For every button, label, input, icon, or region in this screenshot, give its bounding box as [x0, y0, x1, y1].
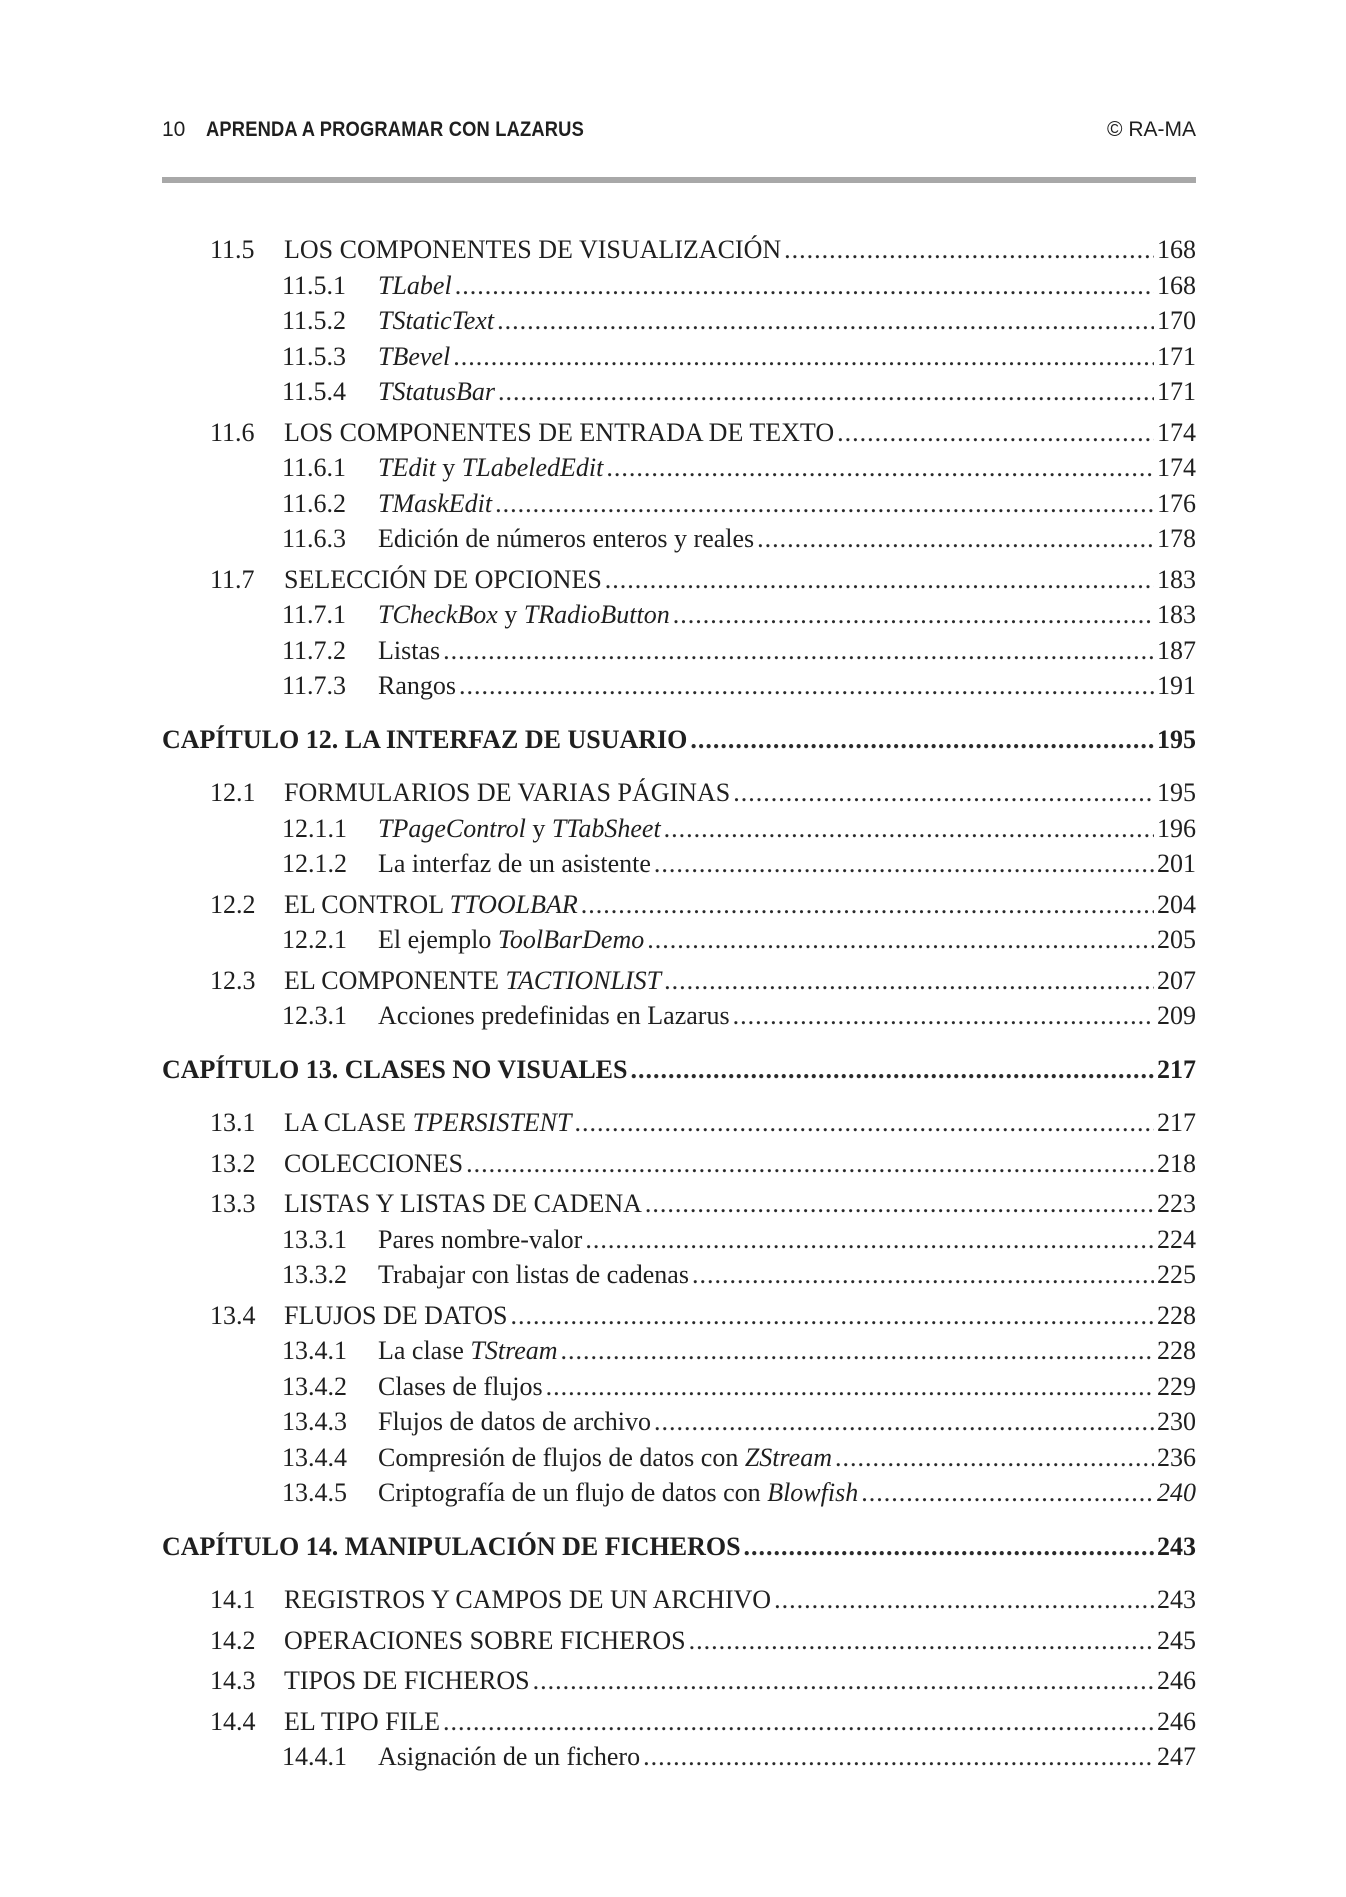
- toc-entry: [162, 1105, 1196, 1141]
- toc-entry-title-part: TCheckBox: [378, 600, 498, 629]
- toc-entry-number: 11.6.1: [282, 453, 347, 482]
- toc-entry-page: 168: [1157, 235, 1196, 264]
- toc-entry-page: 247: [1157, 1742, 1196, 1771]
- toc-entry-title-part: EL TIPO FILE: [284, 1706, 440, 1736]
- toc-entry-page: 183: [1157, 600, 1196, 629]
- toc-entry-title-part: TEdit: [378, 453, 436, 482]
- toc-entry: [162, 963, 1196, 999]
- dot-leader: [459, 668, 1154, 704]
- toc-entry-number: 14.2: [210, 1625, 256, 1655]
- toc-entry-title: [162, 1529, 741, 1565]
- toc-entry-title: [284, 1582, 771, 1618]
- dot-leader: [861, 1475, 1154, 1511]
- dot-leader: [645, 1186, 1154, 1222]
- toc-entry-page: 170: [1157, 306, 1196, 335]
- toc-entry: [162, 339, 1196, 375]
- dot-leader: [575, 1105, 1155, 1141]
- dot-leader: [455, 268, 1154, 304]
- header-rule: [162, 177, 1196, 183]
- toc-entry-title-part: OPERACIONES SOBRE FICHEROS: [284, 1625, 686, 1655]
- toc-entry-number: 12.1.2: [282, 849, 347, 878]
- toc-entry-title-part: Asignación de un fichero: [378, 1742, 641, 1771]
- toc-entry-page: 183: [1157, 564, 1196, 594]
- toc-entry-title-part: Rangos: [378, 671, 456, 700]
- toc-entry-title-part: Acciones predefinidas en Lazarus: [378, 1001, 730, 1030]
- toc-entry-page: 228: [1157, 1300, 1196, 1330]
- toc-entry-page: 178: [1157, 524, 1196, 553]
- toc-entry-title-part: ZStream: [744, 1442, 832, 1472]
- toc-entry-title-part: Criptografía de un flujo de datos con: [378, 1478, 768, 1507]
- table-of-contents: [162, 232, 1196, 1775]
- toc-entry: [162, 1582, 1196, 1618]
- toc-entry-page: 174: [1157, 417, 1196, 447]
- toc-entry-title-part: Flujos de datos de archivo: [378, 1407, 651, 1436]
- dot-leader: [510, 1298, 1154, 1334]
- toc-entry-number: 12.1: [210, 778, 256, 807]
- toc-entry-title: [284, 887, 578, 923]
- toc-entry-page: 224: [1157, 1224, 1196, 1254]
- toc-entry-number: 13.4.4: [282, 1442, 347, 1472]
- toc-entry-title-part: TTOOLBAR: [449, 889, 578, 919]
- toc-entry: [162, 486, 1196, 522]
- toc-entry-title: [284, 1623, 686, 1659]
- toc-entry-title-part: ToolBarDemo: [497, 925, 645, 954]
- toc-entry-title: [284, 232, 781, 268]
- toc-entry-title: [378, 846, 651, 882]
- toc-entry: [162, 998, 1196, 1034]
- dot-leader: [606, 450, 1154, 486]
- toc-entry-title: [378, 1404, 651, 1440]
- toc-entry-page: 243: [1157, 1585, 1196, 1614]
- toc-entry-title-part: FORMULARIOS DE VARIAS PÁGINAS: [284, 778, 731, 807]
- dot-leader: [664, 963, 1154, 999]
- toc-entry-title-part: CAPÍTULO 13. CLASES NO VISUALES: [162, 1054, 628, 1084]
- toc-entry-page: 195: [1157, 778, 1196, 807]
- toc-chapter-entry: [162, 1052, 1196, 1088]
- toc-entry: [162, 887, 1196, 923]
- toc-entry-title: [378, 633, 440, 669]
- toc-entry: [162, 1475, 1196, 1511]
- dot-leader: [744, 1529, 1154, 1565]
- toc-entry-title-part: El ejemplo: [378, 925, 498, 954]
- toc-entry-number: 13.3.1: [282, 1224, 347, 1254]
- dot-leader: [561, 1333, 1154, 1369]
- toc-entry-number: 11.7.3: [282, 671, 347, 700]
- toc-entry-number: 13.4: [210, 1300, 256, 1330]
- toc-entry-number: 13.3: [210, 1189, 256, 1218]
- toc-entry: [162, 1440, 1196, 1476]
- toc-entry-title-part: TIPOS DE FICHEROS: [284, 1666, 530, 1695]
- toc-entry-number: 11.5: [210, 235, 255, 264]
- toc-entry-title-part: LOS COMPONENTES DE ENTRADA DE TEXTO: [284, 417, 835, 447]
- dot-leader: [689, 1623, 1154, 1659]
- toc-entry-title-part: TStatusBar: [378, 377, 496, 406]
- toc-entry-title: [378, 1739, 640, 1775]
- dot-leader: [466, 1146, 1154, 1182]
- toc-entry-number: 12.3: [210, 965, 256, 995]
- toc-entry-title-part: LOS COMPONENTES DE VISUALIZACIÓN: [284, 235, 782, 264]
- toc-entry-number: 11.5.1: [282, 270, 347, 300]
- toc-entry: [162, 1663, 1196, 1699]
- toc-entry-title-part: y: [435, 453, 462, 482]
- toc-entry: [162, 521, 1196, 557]
- toc-entry: [162, 811, 1196, 847]
- toc-entry: [162, 775, 1196, 811]
- toc-entry-title: [162, 1052, 627, 1088]
- dot-leader: [605, 562, 1154, 598]
- toc-entry-page: 195: [1157, 724, 1196, 754]
- toc-entry-title-part: LISTAS Y LISTAS DE CADENA: [284, 1189, 642, 1218]
- toc-entry-title-part: Listas: [378, 635, 441, 665]
- toc-entry-title: [378, 339, 450, 375]
- toc-entry-number: 11.6.3: [282, 524, 347, 553]
- toc-entry-title-part: TACTIONLIST: [505, 965, 662, 995]
- toc-entry-page: 196: [1157, 813, 1196, 843]
- dot-leader: [692, 1257, 1154, 1293]
- toc-entry-page: 236: [1157, 1442, 1196, 1472]
- toc-entry-page: 246: [1157, 1706, 1196, 1736]
- toc-entry: [162, 1222, 1196, 1258]
- toc-entry: [162, 633, 1196, 669]
- dot-leader: [453, 339, 1154, 375]
- toc-entry: [162, 922, 1196, 958]
- toc-entry-page: 191: [1157, 671, 1196, 700]
- toc-entry-number: 13.4.3: [282, 1407, 347, 1436]
- toc-entry-page: 246: [1157, 1666, 1196, 1695]
- publisher: © RA-MA: [1107, 118, 1196, 141]
- dot-leader: [443, 1704, 1154, 1740]
- toc-entry-title-part: TLabeledEdit: [461, 453, 604, 482]
- dot-leader: [673, 597, 1154, 633]
- toc-entry-title-part: EL CONTROL: [284, 889, 450, 919]
- toc-entry-number: 13.3.2: [282, 1260, 347, 1289]
- toc-entry-title: [378, 268, 452, 304]
- dot-leader: [733, 998, 1154, 1034]
- toc-entry-title: [378, 597, 670, 633]
- toc-entry-title: [284, 1704, 440, 1740]
- dot-leader: [733, 775, 1154, 811]
- toc-entry-title-part: TLabel: [378, 270, 452, 300]
- toc-entry-page: 218: [1157, 1148, 1196, 1178]
- toc-entry: [162, 268, 1196, 304]
- toc-entry-title: [378, 1257, 689, 1293]
- toc-entry-title-part: Pares nombre-valor: [378, 1224, 583, 1254]
- toc-entry-title-part: SELECCIÓN DE OPCIONES: [284, 564, 602, 594]
- toc-entry-title: [284, 1105, 572, 1141]
- toc-entry-number: 14.3: [210, 1666, 256, 1695]
- dot-leader: [581, 887, 1154, 923]
- toc-entry-number: 11.7: [210, 564, 255, 594]
- toc-entry: [162, 374, 1196, 410]
- dot-leader: [533, 1663, 1154, 1699]
- toc-entry: [162, 232, 1196, 268]
- toc-entry-title-part: EL COMPONENTE: [284, 965, 506, 995]
- toc-entry-title-part: TTabSheet: [551, 813, 661, 843]
- dot-leader: [774, 1582, 1154, 1618]
- toc-entry: [162, 1146, 1196, 1182]
- toc-entry-title: [378, 668, 456, 704]
- dot-leader: [664, 811, 1154, 847]
- dot-leader: [835, 1440, 1154, 1476]
- toc-entry-page: 229: [1157, 1371, 1196, 1401]
- toc-entry-page: 230: [1157, 1407, 1196, 1436]
- toc-entry-title: [378, 1440, 832, 1476]
- toc-entry-title-part: y: [525, 813, 552, 843]
- toc-entry-number: 11.7.1: [282, 600, 347, 629]
- toc-entry-number: 11.6.2: [282, 488, 347, 518]
- toc-entry-page: 217: [1157, 1054, 1196, 1084]
- toc-entry-title: [284, 963, 661, 999]
- toc-entry-number: 12.2: [210, 889, 256, 919]
- toc-entry-title-part: COLECCIONES: [284, 1148, 464, 1178]
- dot-leader: [495, 486, 1154, 522]
- toc-entry-title: [378, 486, 492, 522]
- toc-chapter-entry: [162, 722, 1196, 758]
- toc-entry-number: 13.4.1: [282, 1336, 347, 1365]
- toc-entry: [162, 1623, 1196, 1659]
- toc-entry-title-part: Compresión de flujos de datos con: [378, 1442, 745, 1472]
- toc-entry-title-part: Edición de números enteros y reales: [378, 524, 755, 553]
- dot-leader: [647, 922, 1154, 958]
- toc-entry-number: 14.1: [210, 1585, 256, 1614]
- toc-entry: [162, 1739, 1196, 1775]
- toc-entry-title: [284, 415, 834, 451]
- toc-entry-number: 12.1.1: [282, 813, 347, 843]
- toc-entry-page: 171: [1157, 341, 1196, 371]
- toc-entry: [162, 1257, 1196, 1293]
- dot-leader: [654, 1404, 1154, 1440]
- toc-entry-page: 171: [1157, 377, 1196, 406]
- toc-entry-title: [162, 722, 687, 758]
- toc-entry-number: 12.2.1: [282, 925, 347, 954]
- toc-entry-title: [378, 1369, 543, 1405]
- toc-entry-number: 11.5.2: [282, 306, 347, 335]
- toc-entry-title-part: TPERSISTENT: [412, 1108, 572, 1137]
- dot-leader: [784, 232, 1154, 268]
- toc-entry-title-part: FLUJOS DE DATOS: [284, 1300, 508, 1330]
- toc-entry-title-part: REGISTROS Y CAMPOS DE UN ARCHIVO: [284, 1585, 772, 1614]
- toc-entry-title-part: CAPÍTULO 12. LA INTERFAZ DE USUARIO: [162, 724, 688, 754]
- toc-entry-title-part: TRadioButton: [523, 600, 670, 629]
- toc-entry-title: [378, 1333, 558, 1369]
- toc-entry: [162, 1333, 1196, 1369]
- dot-leader: [443, 633, 1154, 669]
- toc-entry-title: [284, 775, 730, 811]
- toc-entry-page: 209: [1157, 1001, 1196, 1030]
- page-number: 10: [162, 118, 186, 141]
- toc-entry-number: 13.1: [210, 1108, 256, 1137]
- page-header: [162, 118, 1196, 148]
- toc-entry: [162, 562, 1196, 598]
- toc-entry-title: [284, 1298, 507, 1334]
- toc-entry-page: 207: [1157, 965, 1196, 995]
- toc-entry-number: 11.5.4: [282, 377, 347, 406]
- toc-entry-page: 245: [1157, 1625, 1196, 1655]
- toc-entry-number: 14.4.1: [282, 1742, 347, 1771]
- toc-entry-title-part: Trabajar con listas de cadenas: [378, 1260, 689, 1289]
- dot-leader: [497, 303, 1154, 339]
- toc-entry-number: 13.2: [210, 1148, 256, 1178]
- toc-entry-title: [378, 811, 661, 847]
- toc-entry: [162, 1186, 1196, 1222]
- toc-entry-title: [378, 1475, 858, 1511]
- toc-entry-page: 204: [1157, 889, 1196, 919]
- toc-entry-page: 225: [1157, 1260, 1196, 1289]
- toc-entry-title-part: TStaticText: [378, 306, 495, 335]
- toc-entry: [162, 1298, 1196, 1334]
- toc-entry-title-part: La interfaz de un asistente: [378, 849, 651, 878]
- toc-entry-page: 176: [1157, 488, 1196, 518]
- toc-entry-title: [284, 1186, 642, 1222]
- toc-entry-number: 11.6: [210, 417, 255, 447]
- toc-chapter-entry: [162, 1529, 1196, 1565]
- toc-entry-title-part: LA CLASE: [284, 1108, 413, 1137]
- toc-entry-title: [378, 521, 754, 557]
- toc-entry-title-part: Clases de flujos: [378, 1371, 543, 1401]
- toc-entry-number: 13.4.2: [282, 1371, 347, 1401]
- toc-entry-title: [378, 1222, 582, 1258]
- toc-entry-page: 228: [1157, 1336, 1196, 1365]
- toc-entry-title: [284, 562, 602, 598]
- toc-entry: [162, 450, 1196, 486]
- toc-entry-title-part: TMaskEdit: [378, 488, 493, 518]
- toc-entry: [162, 303, 1196, 339]
- toc-entry: [162, 846, 1196, 882]
- toc-entry-number: 12.3.1: [282, 1001, 347, 1030]
- dot-leader: [654, 846, 1154, 882]
- toc-entry-page: 217: [1157, 1108, 1196, 1137]
- toc-entry: [162, 1369, 1196, 1405]
- toc-entry-title: [378, 450, 603, 486]
- dot-leader: [630, 1052, 1154, 1088]
- dot-leader: [643, 1739, 1154, 1775]
- toc-entry-page: 243: [1157, 1531, 1196, 1561]
- toc-entry: [162, 1404, 1196, 1440]
- toc-entry-title-part: Blowfish: [767, 1478, 859, 1507]
- toc-entry: [162, 668, 1196, 704]
- toc-entry-title: [378, 374, 495, 410]
- toc-entry-title: [378, 998, 730, 1034]
- toc-entry-number: 11.7.2: [282, 635, 347, 665]
- toc-entry-number: 14.4: [210, 1706, 256, 1736]
- dot-leader: [757, 521, 1154, 557]
- dot-leader: [690, 722, 1154, 758]
- toc-entry-title-part: La clase: [378, 1336, 471, 1365]
- toc-entry-title-part: TBevel: [378, 341, 451, 371]
- toc-entry-page: 205: [1157, 925, 1196, 954]
- dot-leader: [546, 1369, 1154, 1405]
- dot-leader: [585, 1222, 1154, 1258]
- toc-entry-title: [284, 1663, 530, 1699]
- toc-entry-title-part: y: [497, 600, 524, 629]
- toc-entry-title-part: TStream: [470, 1336, 558, 1365]
- dot-leader: [498, 374, 1154, 410]
- toc-entry-page: 201: [1157, 849, 1196, 878]
- toc-entry-page: 174: [1157, 453, 1196, 482]
- toc-entry: [162, 1704, 1196, 1740]
- toc-entry-title: [284, 1146, 463, 1182]
- dot-leader: [837, 415, 1154, 451]
- toc-entry-title-part: CAPÍTULO 14. MANIPULACIÓN DE FICHEROS: [162, 1531, 741, 1561]
- toc-entry-title-part: TPageControl: [378, 813, 526, 843]
- toc-entry: [162, 597, 1196, 633]
- toc-entry-title: [378, 303, 494, 339]
- toc-entry: [162, 415, 1196, 451]
- toc-entry-page: 187: [1157, 635, 1196, 665]
- toc-entry-number: 13.4.5: [282, 1478, 347, 1507]
- toc-entry-number: 11.5.3: [282, 341, 347, 371]
- toc-entry-page: 168: [1157, 270, 1196, 300]
- toc-entry-page: 240: [1157, 1478, 1196, 1507]
- toc-entry-page: 223: [1157, 1189, 1196, 1218]
- toc-entry-title: [378, 922, 644, 958]
- book-title: APRENDA A PROGRAMAR CON LAZARUS: [206, 118, 584, 141]
